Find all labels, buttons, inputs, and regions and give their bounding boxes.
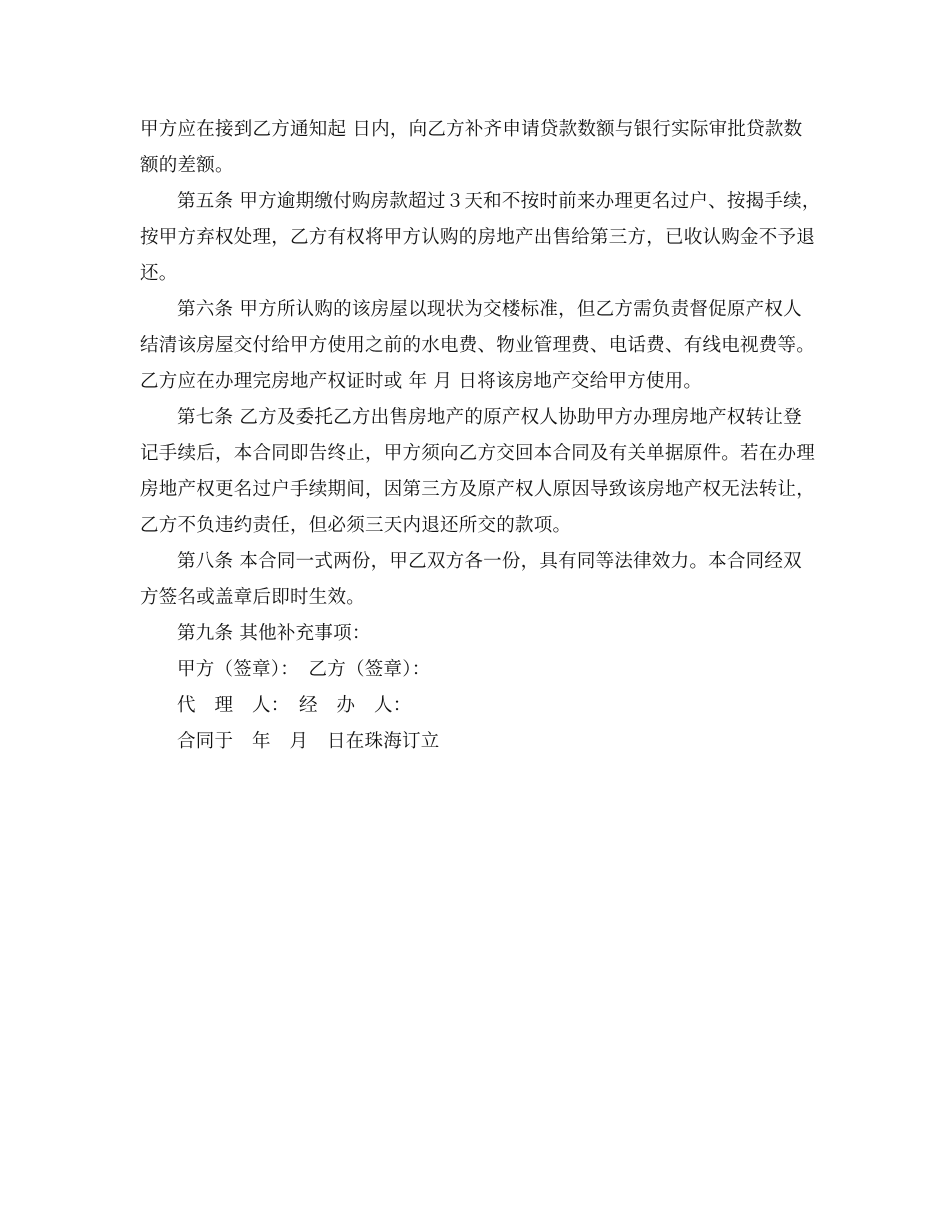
article-6-line: 第六条 甲方所认购的该房屋以现状为交楼标准，但乙方需负责督促原产权人 [177,299,802,320]
text-line: 结清该房屋交付给甲方使用之前的水电费、物业管理费、电话费、有线电视费等。 [140,335,816,356]
text-line: 记手续后，本合同即告终止，甲方须向乙方交回本合同及有关单据原件。若在办理 [140,443,816,464]
text-line: 额的差额。 [140,155,234,176]
signature-line: 甲方（签章）： 乙方（签章）： [177,659,431,680]
article-9-line: 第九条 其他补充事项： [177,623,371,644]
text-line: 甲方应在接到乙方通知起 日内，向乙方补齐申请贷款数额与银行实际审批贷款数 [140,119,803,140]
text-line: 乙方不负违约责任，但必须三天内退还所交的款项。 [140,515,572,536]
text-line: 方签名或盖章后即时生效。 [140,587,366,608]
text-line: 房地产权更名过户手续期间，因第三方及原产权人原因导致该房地产权无法转让， [140,479,816,500]
date-place-line: 合同于 年 月 日在珠海订立 [177,731,440,752]
text-line: 按甲方弃权处理，乙方有权将甲方认购的房地产出售给第三方，已收认购金不予退 [140,227,816,248]
article-8-line: 第八条 本合同一式两份，甲乙双方各一份，具有同等法律效力。本合同经双 [177,551,802,572]
article-7-line: 第七条 乙方及委托乙方出售房地产的原产权人协助甲方办理房地产权转让登 [177,407,802,428]
text-line: 还。 [140,263,178,284]
text-line: 乙方应在办理完房地产权证时或 年 月 日将该房地产交给甲方使用。 [140,371,703,392]
agent-line: 代 理 人： 经 办 人： [177,695,412,716]
article-5-line: 第五条 甲方逾期缴付购房款超过３天和不按时前来办理更名过户、按揭手续， [177,191,821,212]
